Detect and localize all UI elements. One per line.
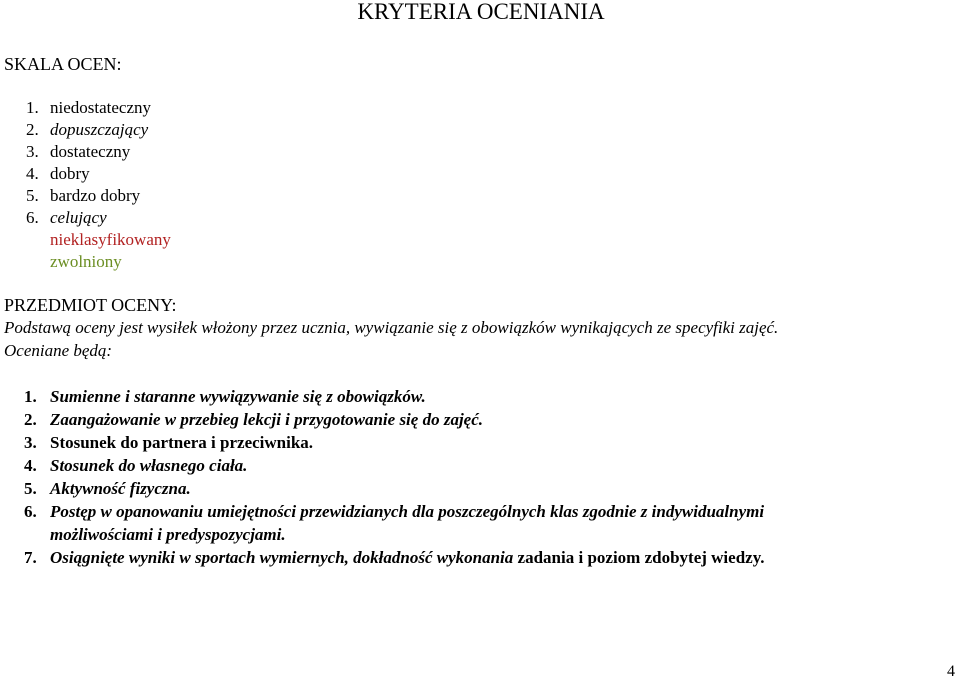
assessed-intro-text: Oceniane będą: bbox=[4, 341, 113, 360]
criteria-list bbox=[24, 385, 765, 569]
scale-item: 5. bardzo dobry bbox=[26, 186, 141, 205]
criteria-item: 3. Stosunek do partnera i przeciwnika. bbox=[24, 433, 314, 452]
criteria-item: 7. Osiągnięte wyniki w sportach wymiernych, dokładność wykonania zadania i poziom zdobytej wiedzy. bbox=[24, 548, 765, 567]
scale-item: 1. niedostateczny bbox=[26, 98, 152, 117]
criteria-item: 2. Zaangażowanie w przebieg lekcji i przygotowanie się do zajęć. bbox=[24, 410, 484, 429]
grading-scale-heading: SKALA OCEN: bbox=[4, 54, 122, 74]
scale-item: 2. dopuszczający bbox=[26, 120, 149, 139]
scale-item: 3. dostateczny bbox=[26, 142, 131, 161]
grading-scale-list bbox=[26, 97, 171, 273]
criteria-item: 5. Aktywność fizyczna. bbox=[24, 479, 191, 498]
page-number: 4 bbox=[947, 663, 955, 680]
subject-basis-text: Podstawą oceny jest wysiłek włożony przez ucznia, wywiązanie się z obowiązków wynikających ze specyfiki zajęć. bbox=[4, 318, 779, 337]
scale-item-unclassified: nieklasyfikowany bbox=[50, 230, 171, 249]
criteria-item: 6. Postęp w opanowaniu umiejętności przewidzianych dla poszczególnych klas zgodnie z indywidualnymi możliwościami i predyspozycjami. bbox=[24, 502, 765, 544]
criteria-item: 1. Sumienne i staranne wywiązywanie się z obowiązków. bbox=[24, 387, 426, 406]
scale-item: 6. celujący bbox=[26, 208, 107, 227]
page-title: KRYTERIA OCENIANIA bbox=[357, 0, 605, 24]
scale-item-exempt: zwolniony bbox=[50, 252, 122, 271]
scale-item: 4. dobry bbox=[26, 164, 90, 183]
criteria-item: 4. Stosunek do własnego ciała. bbox=[24, 456, 248, 475]
subject-heading: PRZEDMIOT OCENY: bbox=[4, 295, 177, 315]
